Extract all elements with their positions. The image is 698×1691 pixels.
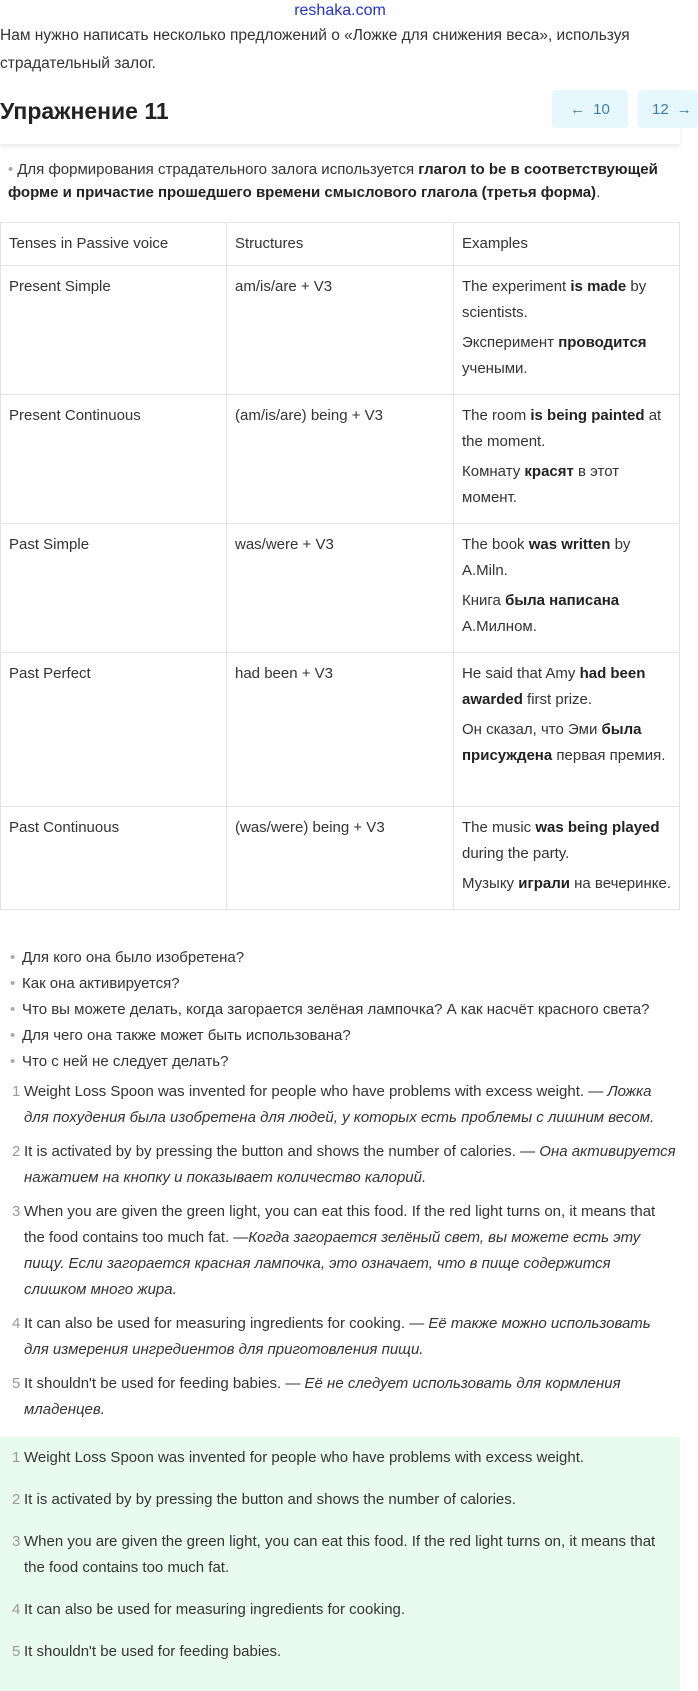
- example-text: Книга: [462, 592, 506, 609]
- answer-number: 3: [12, 1203, 21, 1220]
- answer-item: [0, 1139, 680, 1191]
- example-cell: [454, 524, 680, 653]
- table-row: [1, 807, 680, 910]
- example-ru: [462, 330, 671, 382]
- answer-en: It can also be used for measuring ingredients for cooking. —: [24, 1315, 429, 1332]
- example-cell: [454, 266, 680, 395]
- example-text: The music: [462, 819, 536, 836]
- example-cell: [454, 653, 680, 807]
- answer-number: 4: [12, 1315, 21, 1332]
- structure-cell: had been + V3: [227, 653, 454, 807]
- answer-item: [0, 1079, 680, 1131]
- example-highlight: was being played: [535, 819, 660, 836]
- example-en: [462, 532, 671, 584]
- example-text: Комнату: [462, 463, 525, 480]
- example-text: The book: [462, 536, 529, 553]
- task-intro: Нам нужно написать несколько предложений о «Ложке для снижения веса», используя страдательный залог.: [0, 27, 630, 72]
- example-text: by scientists.: [462, 278, 647, 321]
- answer-text: When you are given the green light, you can eat this food. If the red light turns on, it means that the food contains too much fat.: [24, 1533, 656, 1576]
- final-answer-item: [0, 1597, 680, 1623]
- example-text: в этот момент.: [462, 463, 620, 506]
- prev-exercise-button[interactable]: [552, 90, 628, 128]
- answer-number: 4: [12, 1601, 21, 1618]
- example-en: [462, 661, 671, 713]
- question-item: • Для кого она было изобретена?: [22, 946, 672, 969]
- arrow-right-icon: →: [676, 100, 692, 118]
- example-highlight: had been awarded: [462, 665, 646, 708]
- example-text: The experiment: [462, 278, 571, 295]
- answer-number: 2: [12, 1143, 21, 1160]
- final-answer-item: [0, 1487, 680, 1513]
- question-item: • Как она активируется?: [22, 972, 672, 995]
- tense-cell: Past Simple: [1, 524, 227, 653]
- answer-number: 5: [12, 1643, 21, 1660]
- answer-number: 3: [12, 1533, 21, 1550]
- tense-cell: Past Continuous: [1, 807, 227, 910]
- answer-number: 1: [12, 1449, 21, 1466]
- final-answer-item: [0, 1445, 680, 1471]
- answer-text: Weight Loss Spoon was invented for people who have problems with excess weight.: [24, 1449, 585, 1466]
- example-text: The room: [462, 407, 531, 424]
- example-highlight: была написана: [505, 592, 620, 609]
- example-highlight: красят: [524, 463, 574, 480]
- example-text: на вечеринке.: [569, 875, 671, 892]
- passive-voice-table: [0, 222, 680, 910]
- final-answer-item: [0, 1639, 680, 1665]
- rule-text: Для формирования страдательного залога используется: [17, 161, 419, 178]
- question-item: • Что вы можете делать, когда загорается зелёная лампочка? А как насчёт красного света?: [22, 998, 672, 1021]
- answer-ru: Ложка для похудения была изобретена для людей, у которых есть проблемы с лишним весом.: [24, 1083, 655, 1126]
- answer-text: It is activated by by pressing the button and shows the number of calories.: [24, 1491, 516, 1508]
- structure-cell: was/were + V3: [227, 524, 454, 653]
- example-highlight: была присуждена: [462, 721, 642, 764]
- answer-item: [0, 1371, 680, 1423]
- example-text: first prize.: [522, 691, 593, 708]
- example-en: [462, 815, 671, 867]
- rule-end: .: [596, 184, 601, 201]
- answer-number: 5: [12, 1375, 21, 1392]
- example-text: А.Милном.: [462, 618, 537, 635]
- example-highlight: is made: [570, 278, 627, 295]
- bullet: •: [8, 161, 14, 178]
- answer-number: 1: [12, 1083, 21, 1100]
- column-header: Structures: [227, 223, 454, 266]
- answer-en: Weight Loss Spoon was invented for people who have problems with excess weight. —: [24, 1083, 608, 1100]
- answer-en: It shouldn't be used for feeding babies. —: [24, 1375, 305, 1392]
- answer-ru: Её также можно использовать для измерения ингредиентов для приготовления пищи.: [24, 1315, 651, 1358]
- tense-cell: Past Perfect: [1, 653, 227, 807]
- example-en: [462, 274, 671, 326]
- example-text: during the party.: [462, 845, 570, 862]
- exercise-header: [0, 88, 692, 144]
- example-highlight: was written: [528, 536, 611, 553]
- example-ru: [462, 588, 671, 640]
- column-header: Tenses in Passive voice: [1, 223, 227, 266]
- example-cell: [454, 807, 680, 910]
- rule-bold: глагол to be в соответствующей форме и причастие прошедшего времени смыслового глагола (третья форма): [8, 161, 658, 201]
- prev-label: 10: [593, 100, 610, 118]
- example-highlight: is being painted: [530, 407, 645, 424]
- example-text: учеными.: [462, 360, 528, 377]
- example-cell: [454, 395, 680, 524]
- example-text: Эксперимент: [462, 334, 559, 351]
- final-answer-item: [0, 1529, 680, 1581]
- structure-cell: (was/were) being + V3: [227, 807, 454, 910]
- answer-text: It shouldn't be used for feeding babies.: [24, 1643, 282, 1660]
- grammar-rule: [8, 158, 668, 204]
- structure-cell: (am/is/are) being + V3: [227, 395, 454, 524]
- answer-ru: Она активируется нажатием на кнопку и показывает количество калорий.: [24, 1143, 676, 1186]
- example-text: by A.Miln.: [462, 536, 631, 579]
- next-exercise-button[interactable]: [638, 90, 698, 128]
- page-title: Упражнение 11: [0, 98, 169, 124]
- column-header: Examples: [454, 223, 680, 266]
- example-text: Музыку: [462, 875, 519, 892]
- table-row: [1, 653, 680, 807]
- example-ru: [462, 871, 671, 897]
- answer-ru: Её не следует использовать для кормления младенцев.: [24, 1375, 621, 1418]
- answer-en: It is activated by by pressing the button and shows the number of calories. —: [24, 1143, 540, 1160]
- table-header-row: [1, 223, 680, 266]
- next-label: 12: [652, 100, 669, 118]
- arrow-left-icon: ←: [570, 100, 586, 118]
- watermark: reshaka.com: [294, 2, 386, 19]
- table-row: [1, 524, 680, 653]
- answer-number: 2: [12, 1491, 21, 1508]
- question-item: • Для чего она также может быть использована?: [22, 1024, 672, 1047]
- example-ru: [462, 717, 671, 769]
- tense-cell: Present Continuous: [1, 395, 227, 524]
- answers-list: [0, 1079, 680, 1423]
- example-text: Он сказал, что Эми: [462, 721, 602, 738]
- table-row: [1, 266, 680, 395]
- answer-text: It can also be used for measuring ingredients for cooking.: [24, 1601, 406, 1618]
- example-ru: [462, 459, 671, 511]
- example-highlight: играли: [518, 875, 570, 892]
- answer-item: [0, 1311, 680, 1363]
- question-item: • Что с ней не следует делать?: [22, 1050, 672, 1073]
- answer-ru: Когда загорается зелёный свет, вы можете есть эту пищу. Если загорается красная лампочка, это означает, что в пище содержится слишком много жира.: [24, 1229, 641, 1298]
- answer-item: [0, 1199, 680, 1303]
- table-row: [1, 395, 680, 524]
- example-highlight: проводится: [558, 334, 647, 351]
- example-text: at the moment.: [462, 407, 662, 450]
- example-text: He said that Amy: [462, 665, 580, 682]
- example-en: [462, 403, 671, 455]
- tense-cell: Present Simple: [1, 266, 227, 395]
- questions-list: [22, 946, 672, 1073]
- structure-cell: am/is/are + V3: [227, 266, 454, 395]
- final-answer-block: [0, 1437, 680, 1691]
- answer-en: When you are given the green light, you can eat this food. If the red light turns on, it means that the food contains too much fat. —: [24, 1203, 656, 1246]
- example-text: первая премия.: [552, 747, 666, 764]
